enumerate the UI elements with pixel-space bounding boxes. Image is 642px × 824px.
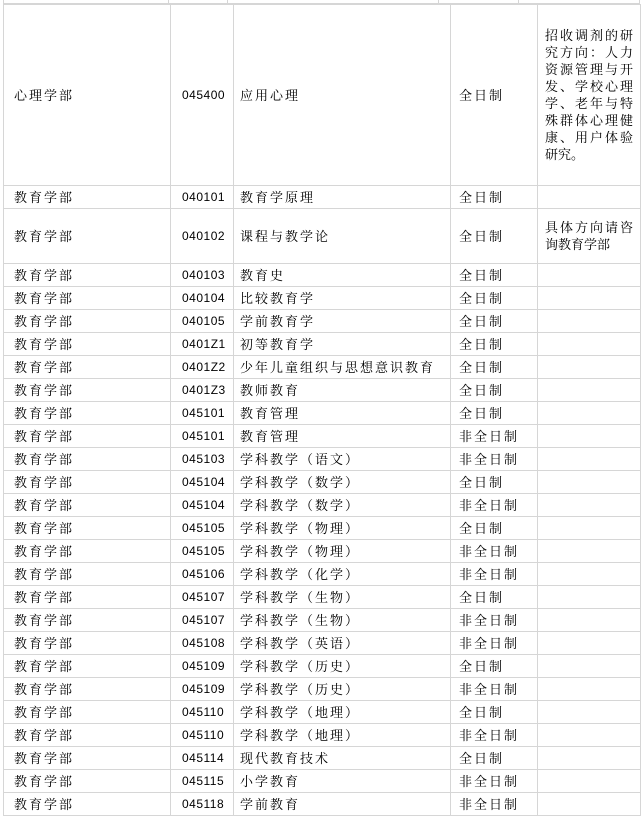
study-mode-cell: 全日制: [451, 402, 538, 425]
program-name-cell: 学科教学（地理）: [234, 701, 451, 724]
table-row: [4, 494, 641, 517]
program-name-cell: 教育管理: [234, 425, 451, 448]
program-code-cell: 045108: [171, 632, 234, 655]
program-name-cell: 初等教育学: [234, 333, 451, 356]
program-name-cell: 教师教育: [234, 379, 451, 402]
table-row: [4, 586, 641, 609]
department-cell: 教育学部: [4, 356, 171, 379]
program-code-cell: 045400: [171, 5, 234, 186]
department-cell: 教育学部: [4, 747, 171, 770]
remarks-cell: [538, 186, 641, 209]
table-row: [4, 793, 641, 816]
program-name-cell: 学科教学（物理）: [234, 540, 451, 563]
remarks-cell: [538, 609, 641, 632]
program-code-cell: 040102: [171, 209, 234, 264]
program-code-cell: 045110: [171, 724, 234, 747]
study-mode-cell: 全日制: [451, 5, 538, 186]
table-row: [4, 701, 641, 724]
program-name-cell: 小学教育: [234, 770, 451, 793]
program-code-cell: 040105: [171, 310, 234, 333]
remarks-cell: [538, 586, 641, 609]
program-name-cell: 学前教育: [234, 793, 451, 816]
remarks-cell: [538, 540, 641, 563]
table-row: [4, 425, 641, 448]
program-code-cell: 045101: [171, 425, 234, 448]
department-cell: 教育学部: [4, 586, 171, 609]
remarks-cell: 招收调剂的研究方向：人力资源管理与开发、学校心理学、老年与特殊群体心理健康、用户体验研究。: [538, 5, 641, 186]
table-row: [4, 724, 641, 747]
study-mode-cell: 非全日制: [451, 770, 538, 793]
study-mode-cell: 全日制: [451, 586, 538, 609]
department-cell: 教育学部: [4, 494, 171, 517]
program-code-cell: 045110: [171, 701, 234, 724]
remarks-cell: [538, 425, 641, 448]
program-code-cell: 0401Z2: [171, 356, 234, 379]
table-row: [4, 655, 641, 678]
study-mode-cell: 非全日制: [451, 425, 538, 448]
program-code-cell: 040103: [171, 264, 234, 287]
program-name-cell: 教育学原理: [234, 186, 451, 209]
program-name-cell: 学科教学（数学）: [234, 471, 451, 494]
department-cell: 教育学部: [4, 425, 171, 448]
department-cell: 教育学部: [4, 471, 171, 494]
remarks-cell: [538, 356, 641, 379]
table-row: [4, 517, 641, 540]
remarks-cell: [538, 563, 641, 586]
table-row: [4, 402, 641, 425]
department-cell: 教育学部: [4, 310, 171, 333]
study-mode-cell: 全日制: [451, 209, 538, 264]
table-border-stub: [3, 0, 4, 3]
program-name-cell: 课程与教学论: [234, 209, 451, 264]
program-code-cell: 045101: [171, 402, 234, 425]
study-mode-cell: 非全日制: [451, 448, 538, 471]
program-code-cell: 045105: [171, 540, 234, 563]
study-mode-cell: 非全日制: [451, 609, 538, 632]
remarks-cell: [538, 264, 641, 287]
program-code-cell: 040101: [171, 186, 234, 209]
remarks-cell: [538, 678, 641, 701]
table-row: [4, 287, 641, 310]
department-cell: 教育学部: [4, 609, 171, 632]
program-code-cell: 045104: [171, 494, 234, 517]
remarks-cell: [538, 724, 641, 747]
department-cell: 教育学部: [4, 678, 171, 701]
department-cell: 教育学部: [4, 632, 171, 655]
table-row: [4, 609, 641, 632]
program-name-cell: 学科教学（化学）: [234, 563, 451, 586]
program-code-cell: 045107: [171, 586, 234, 609]
program-code-cell: 0401Z3: [171, 379, 234, 402]
remarks-cell: [538, 333, 641, 356]
department-cell: 教育学部: [4, 287, 171, 310]
program-code-cell: 045105: [171, 517, 234, 540]
program-name-cell: 应用心理: [234, 5, 451, 186]
program-name-cell: 现代教育技术: [234, 747, 451, 770]
study-mode-cell: 全日制: [451, 655, 538, 678]
table-row: [4, 264, 641, 287]
table-body: [4, 5, 641, 816]
department-cell: 教育学部: [4, 655, 171, 678]
program-code-cell: 045118: [171, 793, 234, 816]
table-row: [4, 310, 641, 333]
remarks-cell: [538, 517, 641, 540]
program-code-cell: 045107: [171, 609, 234, 632]
department-cell: 教育学部: [4, 402, 171, 425]
remarks-cell: [538, 448, 641, 471]
table-row: [4, 540, 641, 563]
program-name-cell: 学科教学（历史）: [234, 655, 451, 678]
remarks-cell: [538, 494, 641, 517]
program-code-cell: 045114: [171, 747, 234, 770]
department-cell: 教育学部: [4, 793, 171, 816]
remarks-cell: [538, 402, 641, 425]
program-code-cell: 045109: [171, 655, 234, 678]
study-mode-cell: 全日制: [451, 264, 538, 287]
remarks-cell: [538, 770, 641, 793]
study-mode-cell: 全日制: [451, 471, 538, 494]
program-name-cell: 比较教育学: [234, 287, 451, 310]
table-border-stub: [518, 0, 519, 3]
department-cell: 教育学部: [4, 209, 171, 264]
program-code-cell: 045109: [171, 678, 234, 701]
remarks-cell: [538, 471, 641, 494]
department-cell: 教育学部: [4, 724, 171, 747]
program-name-cell: 学科教学（物理）: [234, 517, 451, 540]
study-mode-cell: 非全日制: [451, 793, 538, 816]
remarks-cell: [538, 379, 641, 402]
table-row: [4, 333, 641, 356]
department-cell: 教育学部: [4, 186, 171, 209]
study-mode-cell: 全日制: [451, 379, 538, 402]
table-border-stub: [639, 0, 640, 3]
department-cell: 教育学部: [4, 379, 171, 402]
study-mode-cell: 非全日制: [451, 724, 538, 747]
table-border-stub: [438, 0, 439, 3]
department-cell: 教育学部: [4, 333, 171, 356]
study-mode-cell: 非全日制: [451, 563, 538, 586]
program-code-cell: 045104: [171, 471, 234, 494]
remarks-cell: [538, 632, 641, 655]
adjustment-programs-table: [3, 4, 641, 816]
study-mode-cell: 全日制: [451, 517, 538, 540]
remarks-cell: 具体方向请咨询教育学部: [538, 209, 641, 264]
table-row: [4, 5, 641, 186]
department-cell: 教育学部: [4, 540, 171, 563]
program-name-cell: 学科教学（语文）: [234, 448, 451, 471]
study-mode-cell: 全日制: [451, 287, 538, 310]
program-name-cell: 学前教育学: [234, 310, 451, 333]
program-name-cell: 教育史: [234, 264, 451, 287]
remarks-cell: [538, 287, 641, 310]
study-mode-cell: 全日制: [451, 701, 538, 724]
program-name-cell: 学科教学（生物）: [234, 586, 451, 609]
department-cell: 教育学部: [4, 770, 171, 793]
remarks-cell: [538, 310, 641, 333]
table-row: [4, 770, 641, 793]
program-name-cell: 学科教学（数学）: [234, 494, 451, 517]
study-mode-cell: 全日制: [451, 333, 538, 356]
program-name-cell: 学科教学（英语）: [234, 632, 451, 655]
study-mode-cell: 非全日制: [451, 678, 538, 701]
table-border-stub: [227, 0, 228, 3]
table-row: [4, 379, 641, 402]
program-name-cell: 教育管理: [234, 402, 451, 425]
table-row: [4, 209, 641, 264]
study-mode-cell: 非全日制: [451, 632, 538, 655]
department-cell: 心理学部: [4, 5, 171, 186]
table-row: [4, 678, 641, 701]
table-row: [4, 563, 641, 586]
department-cell: 教育学部: [4, 701, 171, 724]
table-row: [4, 186, 641, 209]
remarks-cell: [538, 655, 641, 678]
program-code-cell: 045115: [171, 770, 234, 793]
department-cell: 教育学部: [4, 563, 171, 586]
program-code-cell: 045103: [171, 448, 234, 471]
program-name-cell: 学科教学（生物）: [234, 609, 451, 632]
table-row: [4, 471, 641, 494]
table-row: [4, 448, 641, 471]
remarks-cell: [538, 793, 641, 816]
program-name-cell: 学科教学（历史）: [234, 678, 451, 701]
study-mode-cell: 全日制: [451, 186, 538, 209]
table-row: [4, 632, 641, 655]
table-row: [4, 356, 641, 379]
program-code-cell: 0401Z1: [171, 333, 234, 356]
study-mode-cell: 全日制: [451, 310, 538, 333]
department-cell: 教育学部: [4, 517, 171, 540]
program-code-cell: 045106: [171, 563, 234, 586]
study-mode-cell: 非全日制: [451, 494, 538, 517]
program-code-cell: 040104: [171, 287, 234, 310]
table-border-stub: [168, 0, 169, 3]
study-mode-cell: 非全日制: [451, 540, 538, 563]
table-row: [4, 747, 641, 770]
remarks-cell: [538, 747, 641, 770]
study-mode-cell: 全日制: [451, 356, 538, 379]
remarks-cell: [538, 701, 641, 724]
study-mode-cell: 全日制: [451, 747, 538, 770]
department-cell: 教育学部: [4, 264, 171, 287]
program-name-cell: 学科教学（地理）: [234, 724, 451, 747]
department-cell: 教育学部: [4, 448, 171, 471]
program-name-cell: 少年儿童组织与思想意识教育: [234, 356, 451, 379]
